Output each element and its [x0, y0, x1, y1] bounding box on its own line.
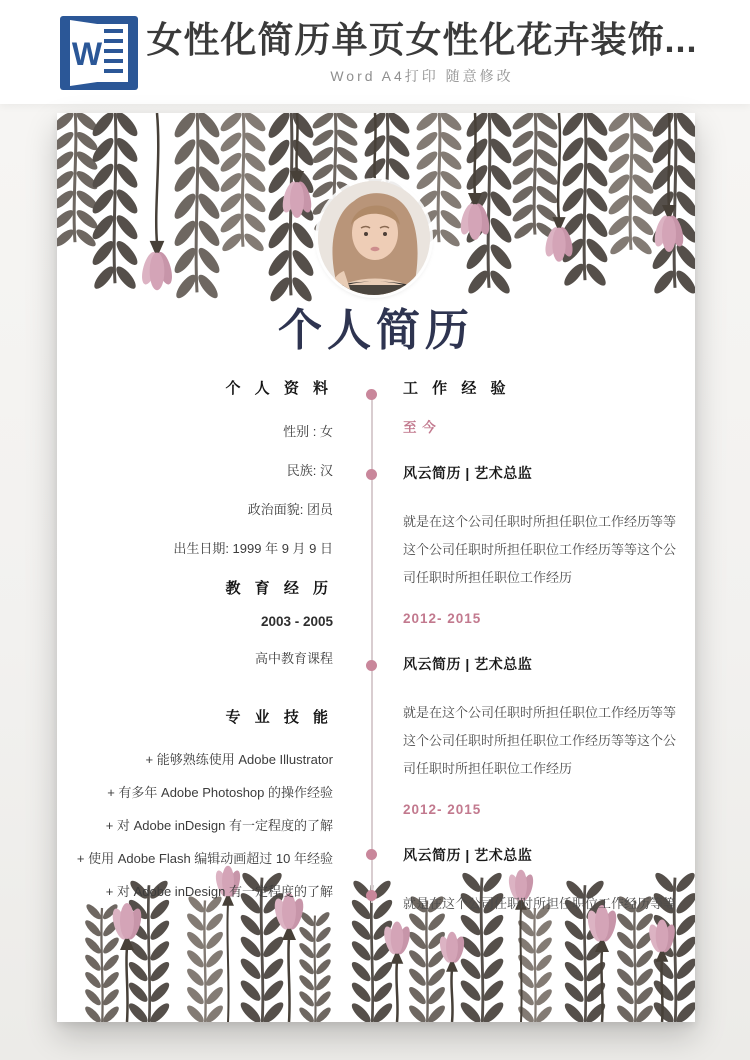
- education-period: 2003 - 2005: [260, 614, 333, 629]
- work-entry-period: 至 今: [403, 420, 437, 435]
- info-item-birthdate: 出生日期: 1999 年 9 月 9 日: [173, 541, 333, 556]
- work-entry-title: 风云简历 | 艺术总监: [403, 465, 533, 481]
- skill-item: + 有多年 Adobe Photoshop 的操作经验: [107, 785, 333, 800]
- header-text: [138, 19, 750, 86]
- resume-title: 个人简历: [278, 306, 474, 355]
- word-icon: [60, 16, 138, 90]
- timeline-dot: [366, 660, 377, 671]
- personal-info-section: [57, 381, 333, 555]
- description-line: 这个公司任职时所担任职位工作经历等等这个公: [403, 733, 677, 748]
- work-entry-title: 风云简历 | 艺术总监: [403, 656, 533, 672]
- word-letter: W: [71, 36, 103, 72]
- work-entry-description: [403, 508, 689, 592]
- work-entry-description: [403, 699, 689, 783]
- work-entry-period: 2012- 2015: [403, 611, 482, 626]
- skill-item: + 对 Adobe inDesign 有一定程度的了解: [105, 818, 333, 833]
- description-line: 司任职时所担任职位工作经历: [403, 761, 573, 776]
- timeline-dot: [366, 389, 377, 400]
- work-entry-title: 风云简历 | 艺术总监: [403, 847, 533, 863]
- portrait-illustration: [318, 181, 430, 295]
- work-experience-heading: 工 作 经 验: [403, 380, 511, 397]
- info-item-gender: 性别 : 女: [283, 424, 333, 439]
- education-heading: 教 育 经 历: [225, 580, 333, 597]
- skill-item: + 对 Adobe inDesign 有一定程度的了解: [105, 884, 333, 899]
- resume-page[interactable]: [57, 113, 695, 1022]
- skills-heading: 专 业 技 能: [225, 709, 333, 726]
- work-entry: [403, 803, 689, 918]
- work-entry: [403, 421, 689, 592]
- description-line: 就是在这个公司任职时所担任职位工作经历等等: [403, 896, 677, 911]
- description-line: 就是在这个公司任职时所担任职位工作经历等等: [403, 705, 677, 720]
- description-line: 司任职时所担任职位工作经历: [403, 570, 573, 585]
- timeline-line: [371, 391, 373, 903]
- skills-section: [57, 710, 333, 898]
- timeline-dot: [366, 890, 377, 901]
- skill-item: + 能够熟练使用 Adobe Illustrator: [145, 752, 333, 767]
- education-section: [57, 581, 333, 665]
- education-course: 高中教育课程: [254, 651, 333, 666]
- work-experience-section: [403, 381, 689, 938]
- description-line: 这个公司任职时所担任职位工作经历等等这个公: [403, 542, 677, 557]
- timeline-dot: [366, 849, 377, 860]
- info-item-ethnicity: 民族: 汉: [286, 463, 333, 478]
- work-entry: [403, 612, 689, 783]
- description-line: 就是在这个公司任职时所担任职位工作经历等等: [403, 514, 677, 529]
- timeline-dot: [366, 469, 377, 480]
- info-item-political-status: 政治面貌: 团员: [247, 502, 333, 517]
- listing-header: [0, 0, 750, 104]
- personal-info-heading: 个 人 资 料: [225, 380, 333, 397]
- profile-photo: [318, 181, 430, 295]
- work-entry-period: 2012- 2015: [403, 802, 482, 817]
- skill-item: + 使用 Adobe Flash 编辑动画超过 10 年经验: [76, 851, 333, 866]
- listing-subtitle: Word A4打印 随意修改: [330, 67, 514, 84]
- left-column: [57, 381, 333, 918]
- listing-title[interactable]: 女性化简历单页女性化花卉装饰...: [146, 18, 698, 60]
- work-entry-description: [403, 890, 689, 918]
